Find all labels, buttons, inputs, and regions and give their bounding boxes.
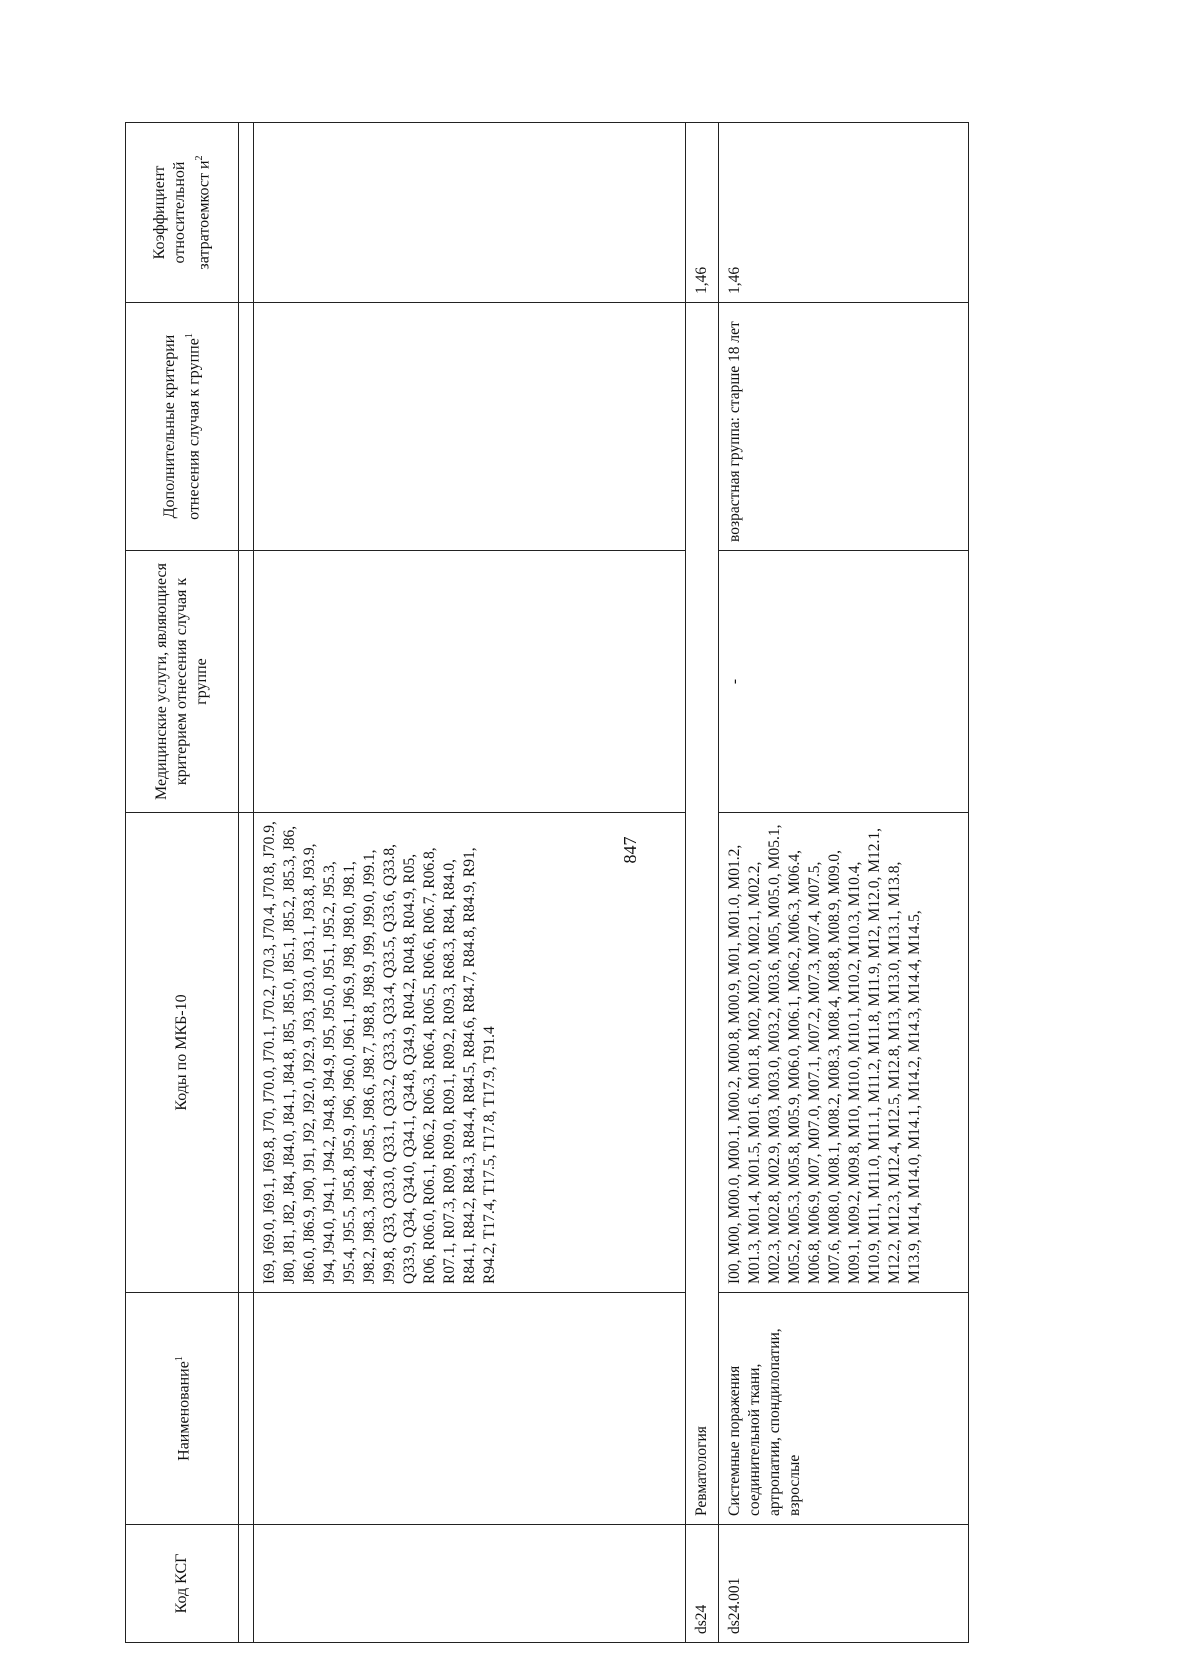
ksg-table xyxy=(125,122,969,1643)
section-coef: 1,46 xyxy=(686,123,719,303)
header-name: Наименование$^1$ xyxy=(126,1293,239,1525)
cell-coef xyxy=(254,123,686,303)
cell-code xyxy=(254,1525,686,1643)
section-row-rheumatology xyxy=(686,123,719,1643)
table-spacer-row xyxy=(239,123,254,1643)
cell-name xyxy=(254,1293,686,1525)
header-icd: Коды по МКБ-10 xyxy=(126,813,239,1293)
cell-name: Системные поражения соединительной ткани, артропатии, спондилопатии, взрослые xyxy=(719,1293,969,1525)
section-name: Ревматология xyxy=(686,303,719,1525)
header-services: Медицинские услуги, являющиеся критерием отнесения случая к группе xyxy=(126,551,239,813)
cell-criteria xyxy=(254,303,686,551)
page-number: 847 xyxy=(620,836,640,864)
section-code: ds24 xyxy=(686,1525,719,1643)
cell-services xyxy=(254,551,686,813)
table-row xyxy=(254,123,686,1643)
cell-icd-codes: I00, M00, M00.0, M00.1, M00.2, M00.8, M00.9, M01, M01.0, M01.2, M01.3, M01.4, M01.5, M01.6, M01.8, M02, M02.0, M02.1, M02.2, M02.3, M02.8, M02.9, M03, M03.0, M03.2, M03.6, M05, M05.0, M05.1, M05.2, M05.3, M05.8, M05.9, M06.0, M06.1, M06.2, M06.3, M06.4, M06.8, M06.9, M07, M07.0, M07.1, M07.2, M07.3, M07.4, M07.5, M07.6, M08.0, M08.1, M08.2, M08.3, M08.4, M08.8, M08.9, M09.0, M09.1, M09.2, M09.8, M10, M10.0, M10.1, M10.2, M10.3, M10.4, M10.9, M11, M11.0, M11.1, M11.2, M11.8, M11.9, M12, M12.0, M12.1, M12.2, M12.3, M12.4, M12.5, M12.8, M13, M13.0, M13.1, M13.8, M13.9, M14, M14.0, M14.1, M14.2, M14.3, M14.4, M14.5, xyxy=(719,813,969,1293)
header-criteria: Дополнительные критерии отнесения случая к группе$^1$ xyxy=(126,303,239,551)
header-coef: Коэффициент относительной затратоемкост $и^2$ xyxy=(126,123,239,303)
header-code: Код КСГ xyxy=(126,1525,239,1643)
table-row xyxy=(719,123,969,1643)
cell-icd-codes: I69, J69.0, J69.1, J69.8, J70, J70.0, J70.1, J70.2, J70.3, J70.4, J70.8, J70.9, J80, J81, J82, J84, J84.0, J84.1, J84.8, J85, J85.0, J85.1, J85.2, J85.3, J86, J86.0, J86.9, J90, J91, J92, J92.0, J92.9, J93, J93.0, J93.1, J93.8, J93.9, J94, J94.0, J94.1, J94.2, J94.8, J94.9, J95, J95.0, J95.1, J95.2, J95.3, J95.4, J95.5, J95.8, J95.9, J96, J96.0, J96.1, J96.9, J98, J98.0, J98.1, J98.2, J98.3, J98.4, J98.5, J98.6, J98.7, J98.8, J98.9, J99, J99.0, J99.1, J99.8, Q33, Q33.0, Q33.1, Q33.2, Q33.3, Q33.4, Q33.5, Q33.6, Q33.8, Q33.9, Q34, Q34.0, Q34.1, Q34.8, Q34.9, R04.2, R04.8, R04.9, R05, R06, R06.0, R06.1, R06.2, R06.3, R06.4, R06.5, R06.6, R06.7, R06.8, R07.1, R07.3, R09, R09.0, R09.1, R09.2, R09.3, R68.3, R84, R84.0, R84.1, R84.2, R84.3, R84.4, R84.5, R84.6, R84.7, R84.8, R84.9, R91, R94.2, T17.4, T17.5, T17.8, T17.9, T91.4 xyxy=(254,813,686,1293)
cell-services: - xyxy=(719,551,969,813)
cell-code: ds24.001 xyxy=(719,1525,969,1643)
cell-criteria: возрастная группа: старше 18 лет xyxy=(719,303,969,551)
table-header-row xyxy=(126,123,239,1643)
cell-coef: 1,46 xyxy=(719,123,969,303)
